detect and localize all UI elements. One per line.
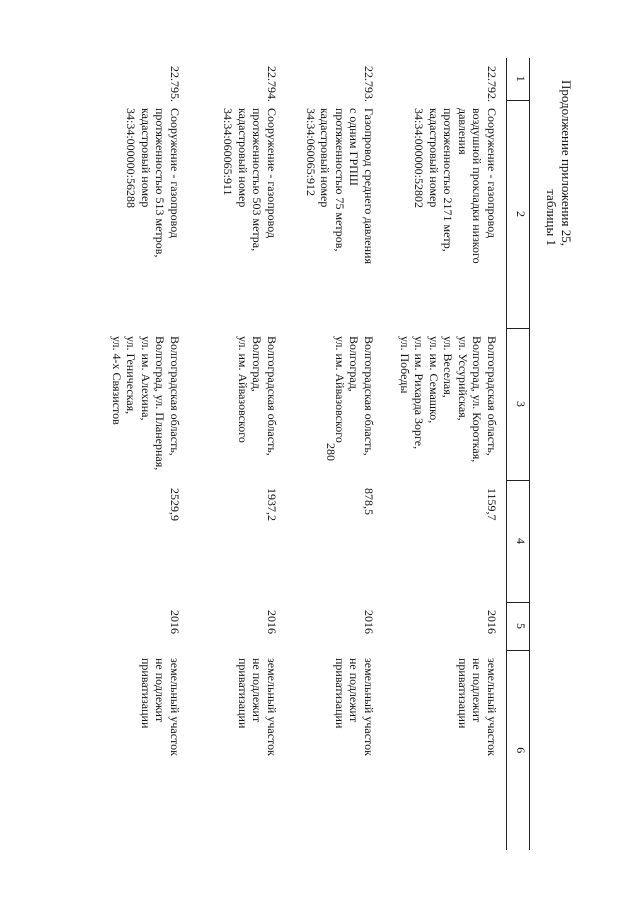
table-row <box>92 58 189 850</box>
value-cell: 1937,2 <box>265 488 279 521</box>
note-cell <box>383 650 507 850</box>
cell-line: кадастровый номер <box>236 108 250 208</box>
column-header-6: 6 <box>507 650 530 850</box>
address-cell <box>286 328 383 480</box>
value-cell: 878,5 <box>362 488 376 515</box>
cell-line: Волгоградская область, <box>485 336 499 456</box>
table-row <box>383 58 507 850</box>
cell-line: 34:34:060065:912 <box>304 108 318 197</box>
column-header-3: 3 <box>507 328 530 480</box>
column-header-2: 2 <box>507 100 530 328</box>
cell-line: ул. Веселая, <box>441 336 456 398</box>
cell-line: не подлежит <box>250 658 265 723</box>
cell-line: приватизации <box>236 658 250 729</box>
table-header-row <box>507 58 530 850</box>
cell-line: ул. Уссурийская, <box>456 336 470 421</box>
cell-line: ул. им. Алехина, <box>139 336 153 421</box>
value-cell: 2529,9 <box>168 488 182 521</box>
cell-line: кадастровый номер <box>318 108 333 208</box>
row-number-cell: 22.794. <box>265 66 279 102</box>
cell-line: земельный участок <box>168 658 182 756</box>
cell-line: не подлежит <box>470 658 485 723</box>
cell-line: ул. им. Рихарда Зорге, <box>412 336 427 450</box>
year-cell: 2016 <box>265 610 279 634</box>
address-cell <box>383 328 507 480</box>
cell-line: Волгоградская область, <box>168 336 182 456</box>
note-cell <box>286 650 383 850</box>
table-row <box>189 58 286 850</box>
cell-line: давления <box>456 108 470 155</box>
cell-line: земельный участок <box>485 658 499 756</box>
cell-line: воздушной прокладки низкого <box>470 108 485 264</box>
row-number-cell: 22.793. <box>362 66 376 102</box>
cell-line: Сооружение - газопровод <box>168 108 182 238</box>
row-number-cell: 22.795. <box>168 66 182 102</box>
table-row <box>286 58 383 850</box>
cell-line: 34:34:000000:56288 <box>124 108 139 209</box>
cell-line: Волгоград, <box>250 336 265 392</box>
cell-line: земельный участок <box>265 658 279 756</box>
cell-line: не подлежит <box>153 658 168 723</box>
description-cell <box>92 100 189 328</box>
year-cell: 2016 <box>168 610 182 634</box>
cell-line: кадастровый номер <box>427 108 441 208</box>
cell-line: Волгоградская область, <box>265 336 279 456</box>
row-number-cell: 22.792. <box>485 66 499 102</box>
year-cell: 2016 <box>485 610 499 634</box>
cell-line: протяженностью 75 метров, <box>333 108 347 252</box>
year-cell: 2016 <box>362 610 376 634</box>
value-cell: 1159,7 <box>485 488 499 521</box>
cell-line: Сооружение - газопровод <box>265 108 279 238</box>
description-cell <box>189 100 286 328</box>
cell-line: ул. им. Айвазовского <box>236 336 250 443</box>
address-cell <box>189 328 286 480</box>
cell-line: ул. им. Семашко, <box>427 336 441 424</box>
page-number: 280 <box>324 443 338 461</box>
column-header-4: 4 <box>507 480 530 602</box>
cell-line: 34:34:060065:911 <box>221 108 236 196</box>
description-cell <box>383 100 507 328</box>
cell-line: приватизации <box>456 658 470 729</box>
description-cell <box>286 100 383 328</box>
cell-line: Волгоград, <box>347 336 362 392</box>
cell-line: Волгоград, ул. Планерная, <box>153 336 168 471</box>
cell-line: протяженностью 503 метра, <box>250 108 265 252</box>
property-table <box>92 58 530 850</box>
address-cell <box>92 328 189 480</box>
cell-line: ул. им. Айвазовского <box>333 336 347 443</box>
caption-line-1: Продолжение приложения 25, <box>559 79 574 246</box>
cell-line: Волгоград, ул. Короткая, <box>470 336 485 463</box>
note-cell <box>92 650 189 850</box>
cell-line: приватизации <box>333 658 347 729</box>
caption-line-2: таблицы 1 <box>544 189 559 246</box>
cell-line: приватизации <box>139 658 153 729</box>
cell-line: 34:34:000000:52802 <box>412 108 427 209</box>
cell-line: ул. Победы <box>398 336 412 394</box>
cell-line: Газопровод среднего давления <box>362 108 376 264</box>
cell-line: ул. Геническая, <box>124 336 139 415</box>
cell-line: Волгоградская область, <box>362 336 376 456</box>
cell-line: Сооружение - газопровод <box>485 108 499 238</box>
column-header-1: 1 <box>507 58 530 100</box>
cell-line: протяженностью 513 метров, <box>153 108 168 258</box>
cell-line: протяженностью 2171 метр, <box>441 108 456 252</box>
column-header-5: 5 <box>507 602 530 650</box>
cell-line: кадастровый номер <box>139 108 153 208</box>
cell-line: земельный участок <box>362 658 376 756</box>
note-cell <box>189 650 286 850</box>
table-continuation-caption <box>544 26 574 246</box>
cell-line: ул. 4-х Связистов <box>110 336 124 425</box>
cell-line: не подлежит <box>347 658 362 723</box>
cell-line: с одним ГРПШ <box>347 108 362 186</box>
